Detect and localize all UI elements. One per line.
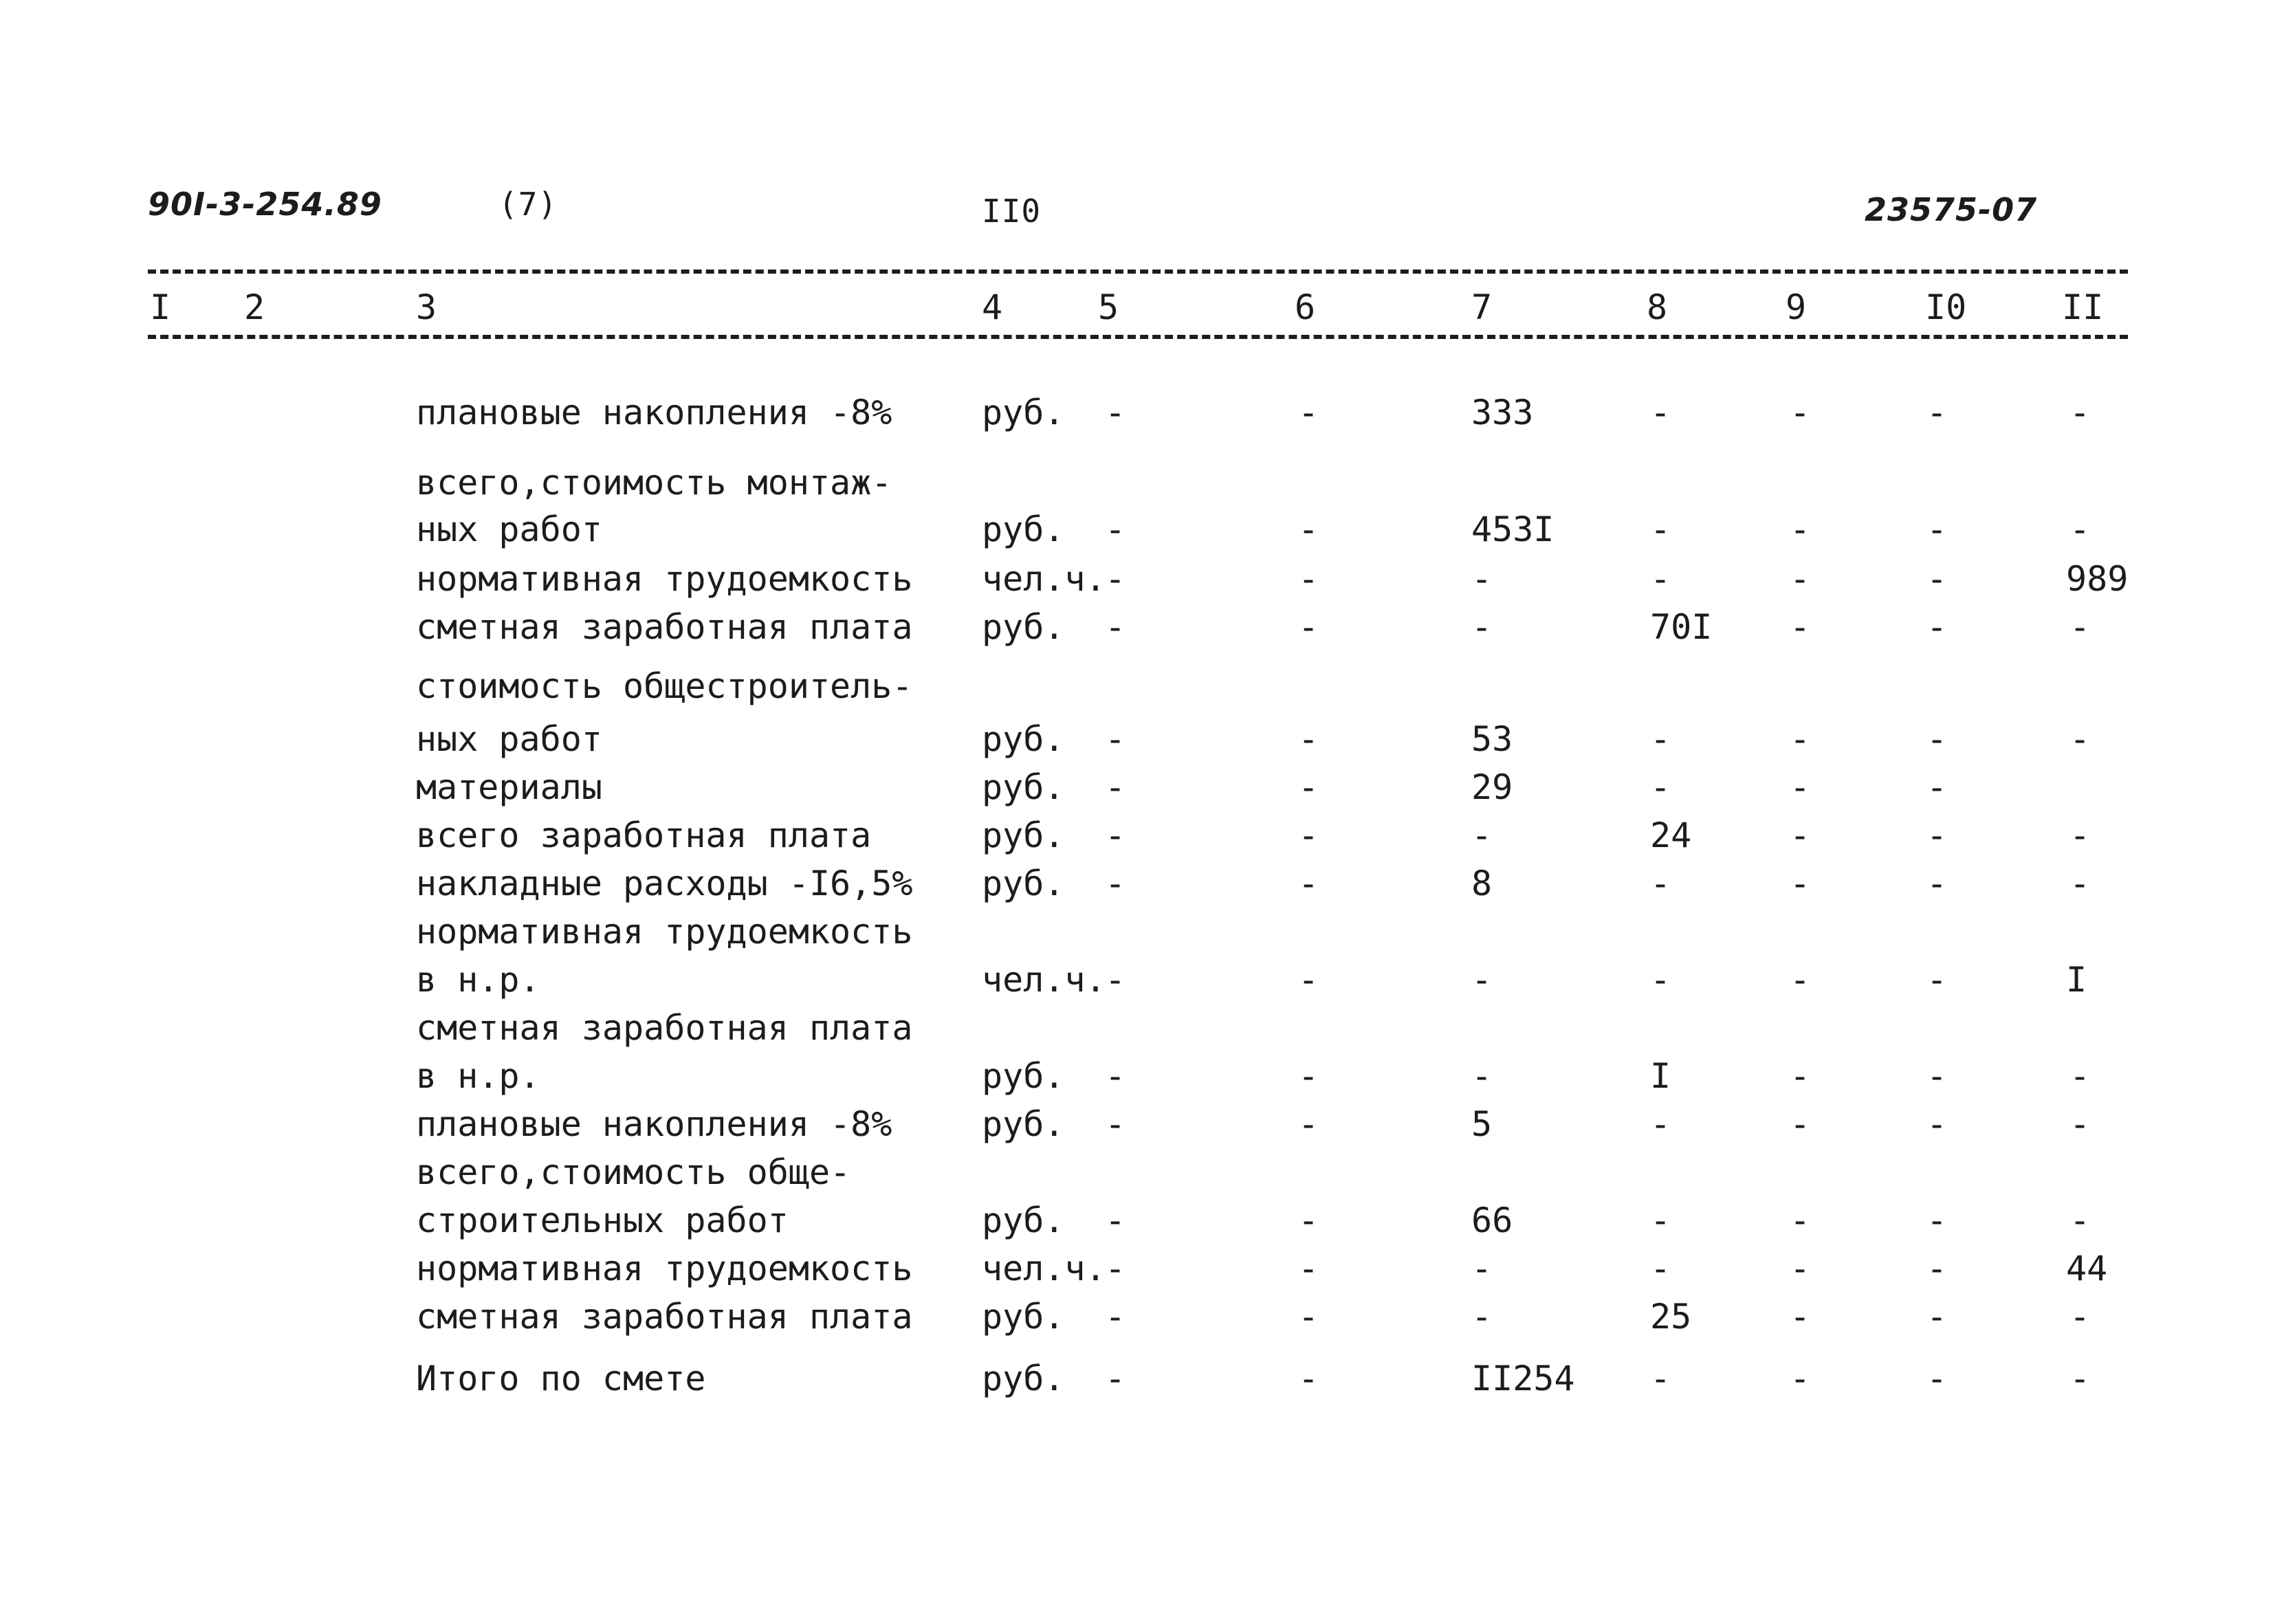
cell-col-7: - [1471,607,1493,647]
cell-col-7: 453I [1471,509,1555,549]
cell-col-8: - [1650,509,1671,549]
table-row [0,1055,2273,1097]
row-label: нормативная трудоемкость [416,1249,913,1288]
row-unit: чел.ч. [982,559,1106,599]
cell-col-5: - [1104,864,1126,903]
cell-col-8: 25 [1650,1297,1692,1337]
cell-col-8: 70I [1650,607,1713,647]
table-row [0,462,2273,503]
table-row [0,767,2273,808]
cell-col-9: - [1789,559,1811,599]
row-label: в н.р. [416,1056,540,1096]
cell-col-10: - [1926,559,1948,599]
cell-col-6: - [1297,960,1319,1000]
cell-col-6: - [1297,815,1319,855]
cell-col-8: - [1650,719,1671,759]
cell-col-8: I [1650,1056,1671,1096]
cell-col-7: 333 [1471,393,1534,432]
row-unit: руб. [982,1200,1065,1240]
cell-col-9: - [1789,767,1811,807]
cell-col-6: - [1297,1297,1319,1337]
cell-col-10: - [1926,607,1948,647]
cell-col-11: - [2069,509,2091,549]
cell-col-9: - [1789,960,1811,1000]
table-row [0,1200,2273,1241]
cell-col-11: - [2069,1297,2091,1337]
cell-col-9: - [1789,1200,1811,1240]
cell-col-6: - [1297,1104,1319,1144]
cell-col-11: - [2069,1104,2091,1144]
table-row [0,392,2273,433]
cell-col-10: - [1926,767,1948,807]
cell-col-5: - [1104,1056,1126,1096]
row-unit: чел.ч. [982,960,1106,1000]
cell-col-10: - [1926,393,1948,432]
cell-col-6: - [1297,509,1319,549]
row-label: строительных работ [416,1200,789,1240]
row-label: плановые накопления -8% [416,393,892,432]
row-unit: руб. [982,864,1065,903]
table-row [0,1296,2273,1337]
cell-col-8: - [1650,767,1671,807]
cell-col-10: - [1926,1104,1948,1144]
row-unit: руб. [982,607,1065,647]
cell-col-11: - [2069,719,2091,759]
column-number-9: 9 [1786,287,1807,327]
cell-col-6: - [1297,559,1319,599]
cell-col-8: - [1650,864,1671,903]
stamp-number: 23575-07 [1865,191,2038,228]
cell-col-10: - [1926,1056,1948,1096]
table-row [0,606,2273,648]
row-label: в н.р. [416,960,540,1000]
cell-col-6: - [1297,607,1319,647]
row-label: сметная заработная плата [416,607,913,647]
column-number-4: 4 [982,287,1003,327]
cell-col-6: - [1297,1359,1319,1398]
cell-col-7: 8 [1471,864,1493,903]
column-number-7: 7 [1471,287,1493,327]
page-number: II0 [982,193,1042,230]
cell-col-10: - [1926,509,1948,549]
row-label: всего,стоимость обще- [416,1152,851,1192]
cell-col-7: II254 [1471,1359,1575,1398]
cell-col-6: - [1297,1056,1319,1096]
cell-col-5: - [1104,767,1126,807]
table-row [0,558,2273,600]
table-row [0,1358,2273,1399]
row-unit: руб. [982,393,1065,432]
cell-col-9: - [1789,864,1811,903]
cell-col-8: - [1650,960,1671,1000]
cell-col-5: - [1104,960,1126,1000]
cell-col-10: - [1926,719,1948,759]
cell-col-6: - [1297,393,1319,432]
cell-col-11: - [2069,1200,2091,1240]
cell-col-8: - [1650,1200,1671,1240]
cell-col-11: - [2069,1056,2091,1096]
cell-col-7: - [1471,1297,1493,1337]
cell-col-6: - [1297,1200,1319,1240]
header-bottom-rule [148,335,2128,339]
row-label: ных работ [416,509,602,549]
cell-col-5: - [1104,559,1126,599]
column-number-11: II [2062,287,2104,327]
cell-col-5: - [1104,815,1126,855]
row-unit: чел.ч. [982,1249,1106,1288]
row-label: сметная заработная плата [416,1297,913,1337]
cell-col-9: - [1789,1249,1811,1288]
cell-col-7: - [1471,1056,1493,1096]
document-code: 90I-3-254.89 [148,186,382,223]
cell-col-5: - [1104,1297,1126,1337]
cell-col-7: - [1471,960,1493,1000]
cell-col-9: - [1789,1056,1811,1096]
cell-col-7: 5 [1471,1104,1493,1144]
column-number-1: I [150,287,171,327]
cell-col-10: - [1926,1297,1948,1337]
row-unit: руб. [982,1297,1065,1337]
column-number-10: I0 [1925,287,1967,327]
column-number-5: 5 [1098,287,1119,327]
table-row [0,509,2273,550]
row-unit: руб. [982,1104,1065,1144]
cell-col-8: - [1650,1359,1671,1398]
column-number-3: 3 [416,287,437,327]
header-top-rule [148,270,2128,274]
table-row [0,911,2273,952]
cell-col-11: I [2066,960,2087,1000]
cell-col-5: - [1104,1359,1126,1398]
cell-col-5: - [1104,1249,1126,1288]
cell-col-9: - [1789,1104,1811,1144]
row-label: нормативная трудоемкость [416,559,913,599]
cell-col-7: - [1471,815,1493,855]
cell-col-8: - [1650,1104,1671,1144]
row-unit: руб. [982,1056,1065,1096]
cell-col-7: - [1471,559,1493,599]
cell-col-8: 24 [1650,815,1692,855]
table-row [0,1007,2273,1049]
table-row [0,1152,2273,1193]
cell-col-11: - [2069,393,2091,432]
table-row [0,815,2273,856]
cell-col-6: - [1297,719,1319,759]
cell-col-5: - [1104,607,1126,647]
row-label: нормативная трудоемкость [416,912,913,952]
row-label: плановые накопления -8% [416,1104,892,1144]
column-number-6: 6 [1295,287,1316,327]
cell-col-5: - [1104,1200,1126,1240]
cell-col-9: - [1789,815,1811,855]
row-label: всего заработная плата [416,815,872,855]
cell-col-11: 989 [2066,559,2129,599]
cell-col-9: - [1789,1359,1811,1398]
row-label: ных работ [416,719,602,759]
cell-col-10: - [1926,1249,1948,1288]
row-label: Итого по смете [416,1359,706,1398]
cell-col-11: - [2069,864,2091,903]
cell-col-10: - [1926,1359,1948,1398]
table-row [0,1248,2273,1289]
row-label: всего,стоимость монтаж- [416,463,892,503]
row-label: накладные расходы -I6,5% [416,864,913,903]
cell-col-10: - [1926,815,1948,855]
cell-col-7: 29 [1471,767,1513,807]
cell-col-10: - [1926,864,1948,903]
cell-col-9: - [1789,393,1811,432]
cell-col-6: - [1297,864,1319,903]
cell-col-5: - [1104,719,1126,759]
row-unit: руб. [982,719,1065,759]
cell-col-11: - [2069,607,2091,647]
document-part: (7) [498,186,558,223]
cell-col-7: 66 [1471,1200,1513,1240]
cell-col-10: - [1926,1200,1948,1240]
row-label: сметная заработная плата [416,1008,913,1048]
cell-col-5: - [1104,509,1126,549]
cell-col-6: - [1297,1249,1319,1288]
cell-col-8: - [1650,1249,1671,1288]
cell-col-9: - [1789,1297,1811,1337]
cell-col-11: - [2069,1359,2091,1398]
cell-col-8: - [1650,393,1671,432]
cell-col-7: 53 [1471,719,1513,759]
cell-col-5: - [1104,1104,1126,1144]
row-unit: руб. [982,509,1065,549]
cell-col-9: - [1789,719,1811,759]
row-label: материалы [416,767,602,807]
cell-col-5: - [1104,393,1126,432]
column-number-2: 2 [244,287,265,327]
row-unit: руб. [982,815,1065,855]
cell-col-6: - [1297,767,1319,807]
table-row [0,718,2273,760]
row-unit: руб. [982,1359,1065,1398]
cell-col-10: - [1926,960,1948,1000]
cell-col-11: 44 [2066,1249,2108,1288]
cell-col-11: - [2069,815,2091,855]
cell-col-9: - [1789,509,1811,549]
column-number-8: 8 [1647,287,1668,327]
row-unit: руб. [982,767,1065,807]
cell-col-7: - [1471,1249,1493,1288]
table-row [0,1104,2273,1145]
table-row [0,666,2273,707]
table-row [0,959,2273,1000]
row-label: стоимость общестроитель- [416,666,913,706]
cell-col-9: - [1789,607,1811,647]
table-row [0,863,2273,904]
cell-col-8: - [1650,559,1671,599]
